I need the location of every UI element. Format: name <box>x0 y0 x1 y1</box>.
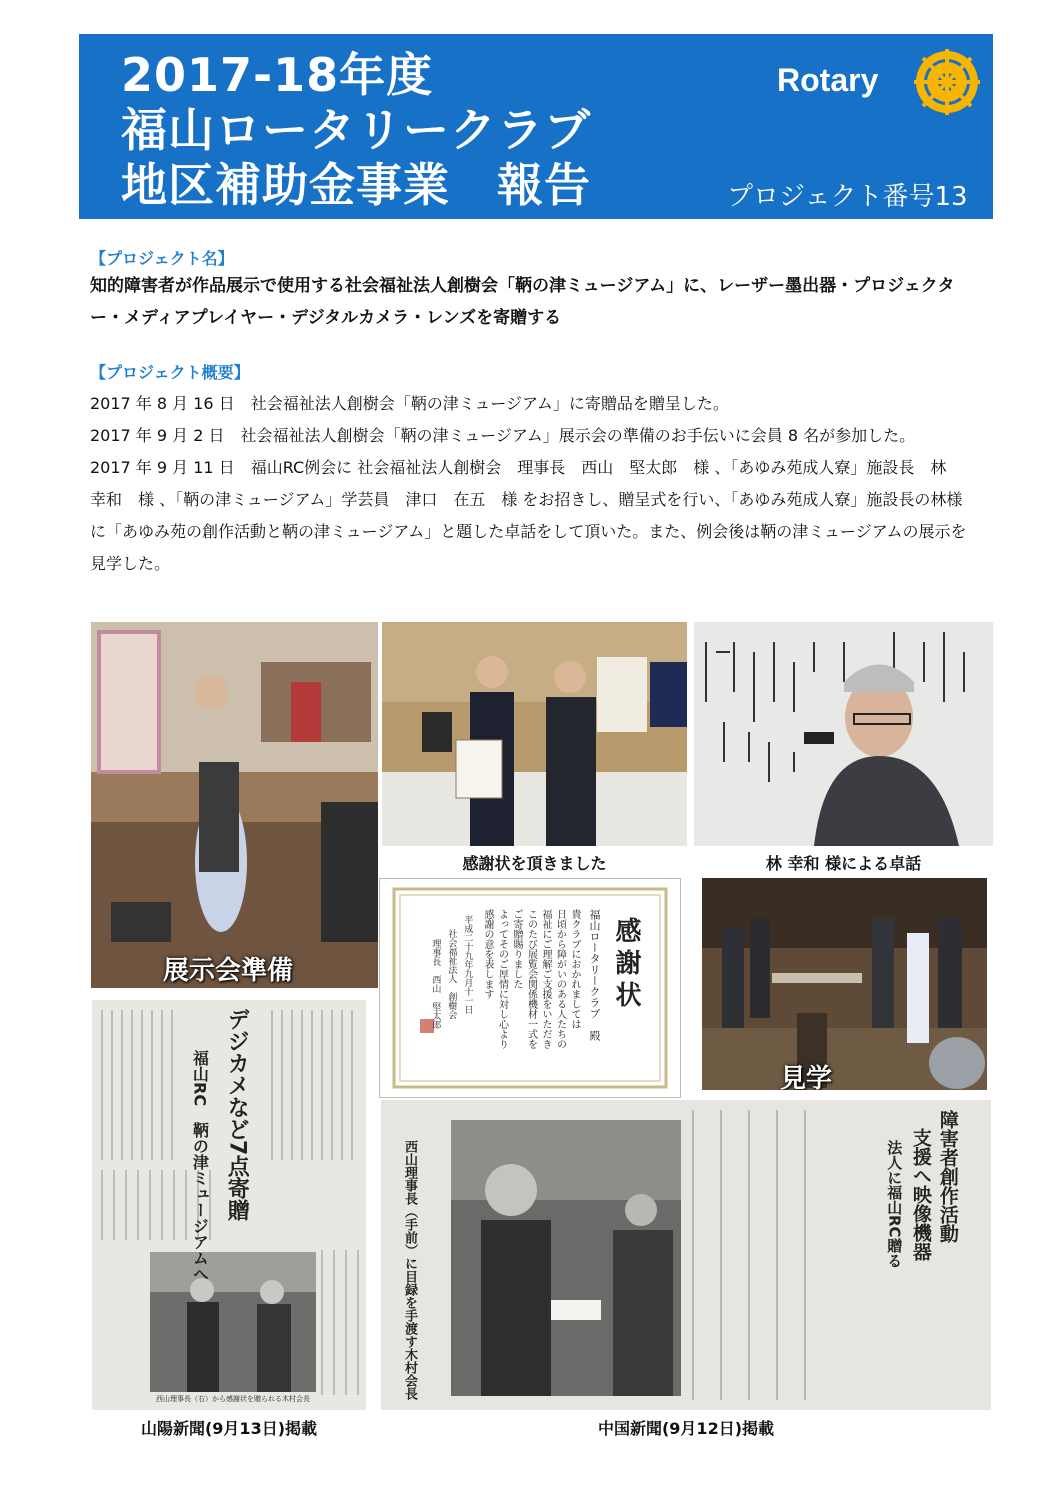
chugoku-photo-caption: 西山理事長（手前）に目録を手渡す木村会長 <box>401 1140 417 1400</box>
certificate-body <box>482 909 581 1049</box>
tour-label: 見学 <box>780 1064 833 1090</box>
sanyo-headline-main: デジカメなど7点寄贈 <box>224 1008 250 1222</box>
rotary-wheel-icon <box>909 44 985 120</box>
photo-certificate-presentation <box>382 622 687 846</box>
certificate-scan <box>379 878 681 1098</box>
certificate-date: 平成二十九年九月十一日 <box>462 915 473 1014</box>
chugoku-caption: 中国新聞(9月12日)掲載 <box>597 1419 775 1438</box>
sanyo-photo-caption: 西山理事長（右）から感謝状を贈られる木村会長 <box>156 1395 310 1403</box>
sanyo-caption: 山陽新聞(9月13日)掲載 <box>140 1419 318 1438</box>
summary-paragraph-1: 2017 年 8 月 16 日 社会福祉法人創樹会「鞆の津ミュージアム」に寄贈品を贈呈した。 <box>90 394 729 413</box>
project-name-heading: 【プロジェクト名】 <box>90 249 234 268</box>
certificate-title: 感謝状 <box>611 917 641 1013</box>
certificate-line: ご寄贈賜りました <box>511 909 522 989</box>
certificate-line: 貴クラブにおかれましては <box>569 909 580 1029</box>
certificate-recipient: 福山ロータリークラブ 殿 <box>588 909 601 1041</box>
photo-speech <box>694 622 993 846</box>
photo-museum-tour <box>702 878 987 1090</box>
certificate-line: よってそのご厚情に対し心より <box>496 909 508 1049</box>
speech-caption: 林 幸和 様による卓話 <box>765 854 922 873</box>
chugoku-headline-3: 法人に福山RC贈る <box>885 1140 904 1268</box>
certificate-line: このたび展覧会関係機材一式を <box>525 909 537 1049</box>
chugoku-headline-1: 障害者創作活動 <box>936 1110 959 1243</box>
summary-paragraph-2: 2017 年 9 月 2 日 社会福祉法人創樹会「鞆の津ミュージアム」展示会の準備のお手伝いに会員 8 名が参加した。 <box>90 426 916 445</box>
certificate-line: 感謝の意を表します <box>482 909 493 999</box>
chugoku-headline-2: 支援へ映像機器 <box>909 1128 932 1261</box>
project-name-text <box>90 270 972 334</box>
header-banner <box>79 34 993 219</box>
title-line-1: 2017-18年度 <box>121 48 434 102</box>
sanyo-headline-sub: 福山RC 鞆の津ミュージアムへ <box>190 1050 210 1283</box>
chugoku-newspaper-clipping <box>381 1100 991 1410</box>
project-summary-heading: 【プロジェクト概要】 <box>90 363 250 382</box>
preparation-label: 展示会準備 <box>163 956 294 986</box>
certificate-caption: 感謝状を頂きました <box>462 854 607 873</box>
project-number: プロジェクト番号13 <box>727 182 968 212</box>
summary-paragraph-3: 2017 年 9 月 11 日 福山RC例会に 社会福祉法人創樹会 理事長 西山 堅太郎 様 、「あゆみ苑成人寮」施設長 林 幸和 様 、「鞆の津ミュージアム」学芸員 津口 在五 様 をお招きし、贈呈式を行い、「あゆみ苑成人寮」施設長の林様に「あゆみ苑の創作活動と鞆の津ミュージアム」と題した卓話をして頂いた。また、例会後は鞆の津ミュージアムの展示を見学した。 <box>90 458 967 573</box>
certificate-issuer: 社会福祉法人 創樹会 <box>446 929 457 1019</box>
title-line-3: 地区補助金事業 報告 <box>121 158 591 212</box>
certificate-signer: 理事長 西山 堅太郎 <box>430 939 441 1029</box>
project-summary-text <box>90 388 972 580</box>
rotary-brand: Rotary <box>777 62 879 98</box>
title-line-2: 福山ロータリークラブ <box>121 103 591 157</box>
photo-exhibition-preparation <box>91 622 378 988</box>
certificate-line: 福祉にご理解ご支援をいただき <box>540 909 551 1049</box>
sanyo-newspaper-clipping <box>92 1000 366 1410</box>
certificate-line: 日頃から障がいのある人たちの <box>554 909 566 1049</box>
project-name-body: 知的障害者が作品展示で使用する社会福祉法人創樹会「鞆の津ミュージアム」に、レーザー墨出器・プロジェクター・メディアプレイヤー・デジタルカメラ・レンズを寄贈する <box>90 276 955 328</box>
